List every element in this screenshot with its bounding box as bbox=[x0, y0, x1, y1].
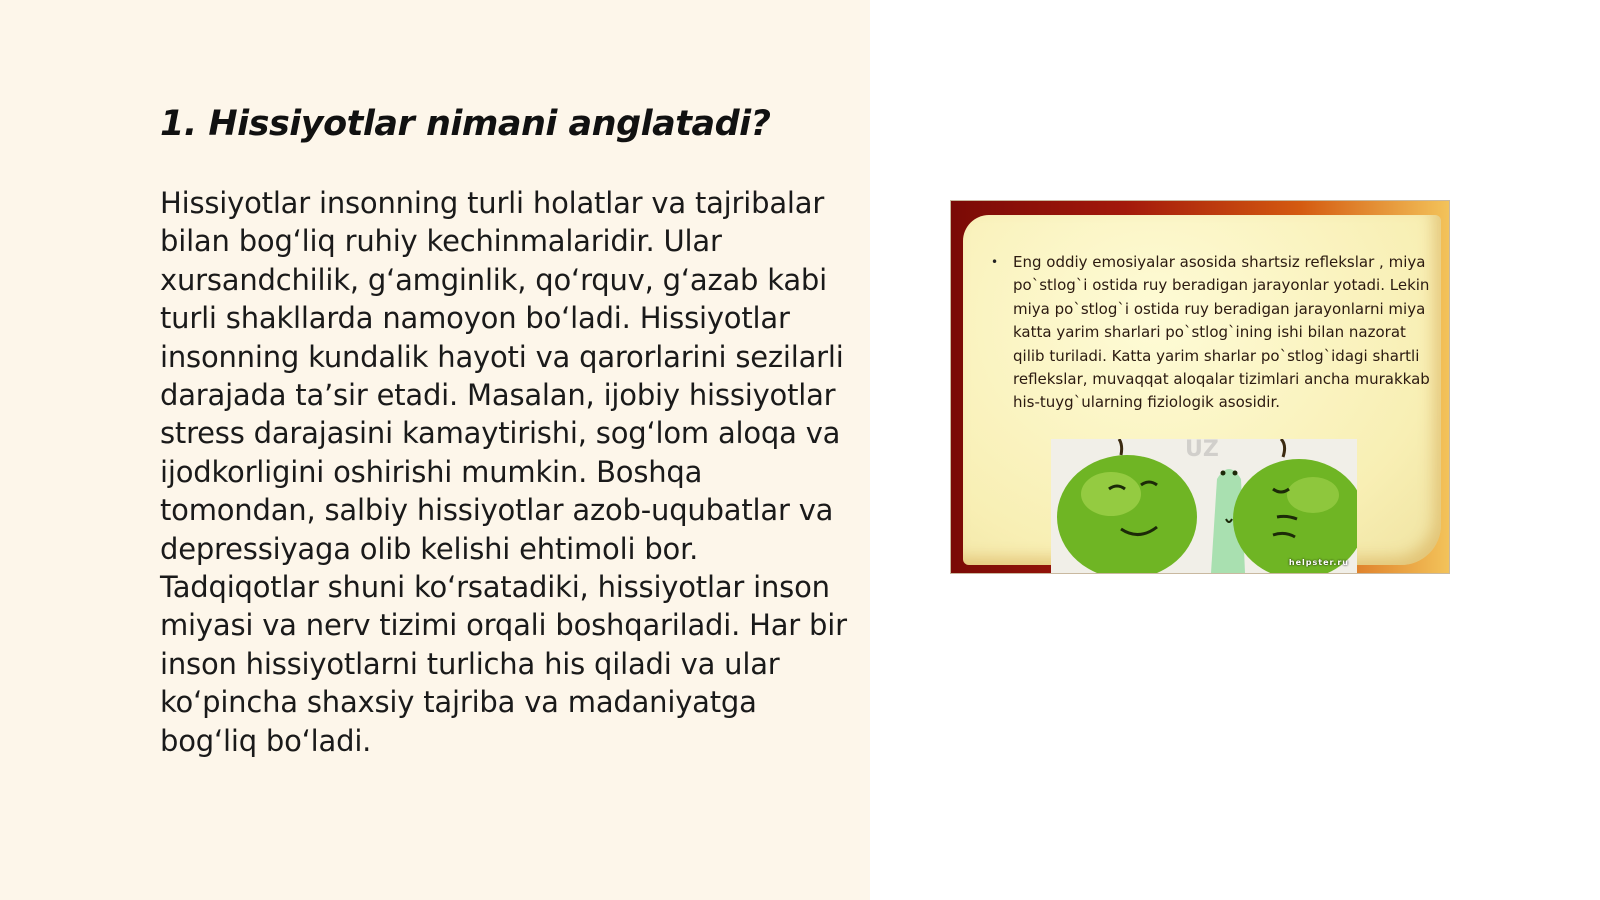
image-credit: helpster.ru bbox=[1288, 558, 1349, 567]
embedded-bullet-text: Eng oddiy emosiyalar asosida shartsiz reflekslar , miya po`stlog`i ostida ruy beradigan jarayonlar yotadi. Lekin miya po`stlog`i ostida ruy beradigan jarayonlarni miya katta yarim sharlari po`stlog`ining ishi bilan nazorat qilib turiladi. Katta yarim sharlar po`stlog`idagi shartli reflekslar, muvaqqat aloqalar tizimlari ancha murakkab his-tuyg`ularning fiziologik asosidir. bbox=[1013, 253, 1430, 412]
bullet-icon: • bbox=[991, 255, 999, 269]
embedded-slide-panel bbox=[963, 215, 1441, 565]
image-watermark: UZ bbox=[1185, 437, 1219, 462]
embedded-slide-image bbox=[950, 200, 1450, 574]
slide-body-text: Hissiyotlar insonning turli holatlar va tajribalar bilan bog‘liq ruhiy kechinmalaridir. Ular xursandchilik, g‘amginlik, qo‘rquv, g‘azab kabi turli shakllarda namoyon bo‘ladi. Hissiyotlar insonning kundalik hayoti va qarorlarini sezilarli darajada ta’sir etadi. Masalan, ijobiy hissiyotlar stress darajasini kamaytirishi, sog‘lom aloqa va ijodkorligini oshirishi mumkin. Boshqa tomondan, salbiy hissiyotlar azob-uqubatlar va depressiyaga olib kelishi ehtimoli bor. Tadqiqotlar shuni ko‘rsatadiki, hissiyotlar inson miyasi va nerv tizimi orqali boshqariladi. Har bir inson hissiyotlarni turlicha his qiladi va ular ko‘pincha shaxsiy tajriba va madaniyatga bog‘liq bo‘ladi. bbox=[160, 186, 847, 758]
embedded-bullet-item bbox=[991, 251, 1431, 415]
slide-title: 1. Hissiyotlar nimani anglatadi? bbox=[160, 104, 771, 144]
